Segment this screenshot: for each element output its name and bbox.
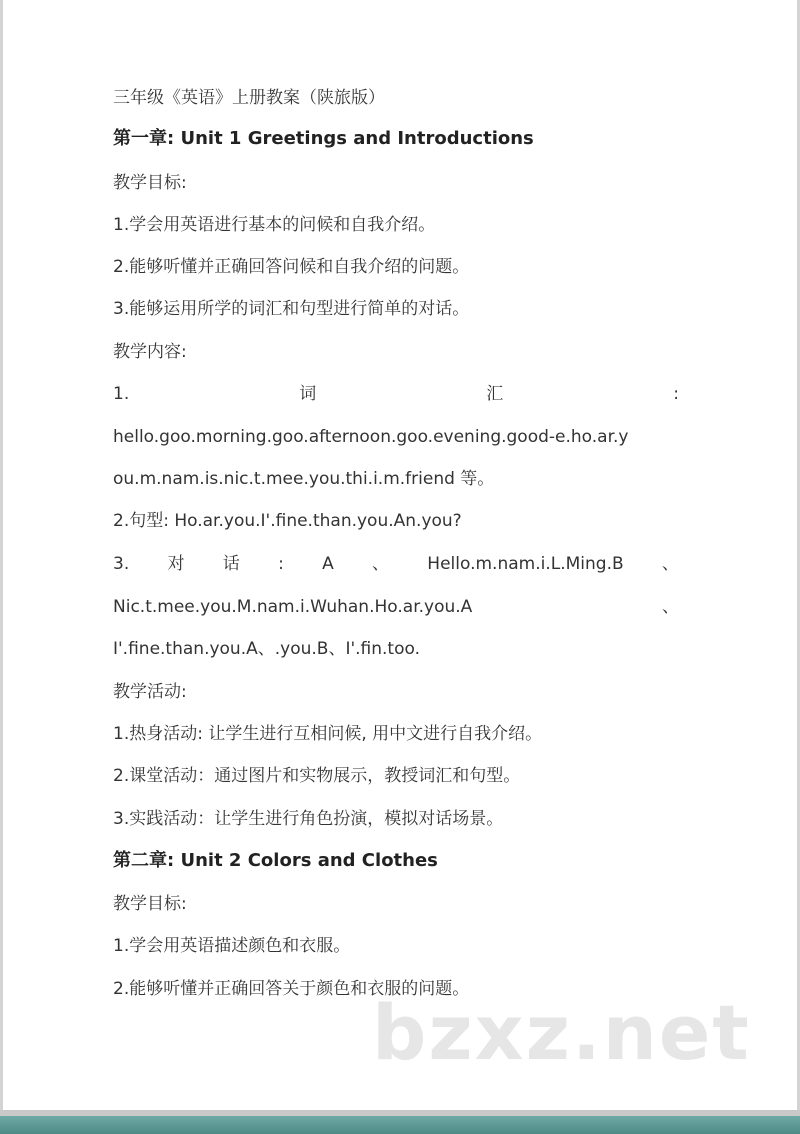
bottom-bar — [0, 1110, 800, 1134]
ch1-goal-3: 3.能够运用所学的词汇和句型进行简单的对话。 — [113, 299, 470, 319]
vocab-line-3: ou.m.nam.is.nic.t.mee.you.thi.i.m.friend 等。 — [113, 469, 495, 489]
ch1-activity-2: 2.课堂活动：通过图片和实物展示，教授词汇和句型。 — [113, 766, 521, 786]
ch2-goals-label: 教学目标: — [113, 894, 187, 914]
dialog-token: A — [322, 554, 334, 574]
chapter-1-heading: 第一章: Unit 1 Greetings and Introductions — [113, 128, 534, 149]
watermark: bzxz.net — [372, 988, 751, 1077]
ch1-activity-1: 1.热身活动: 让学生进行互相问候, 用中文进行自我介绍。 — [113, 724, 543, 744]
ch1-goal-1: 1.学会用英语进行基本的问候和自我介绍。 — [113, 215, 436, 235]
vocab-line-1 — [113, 383, 679, 405]
dialog-line-2 — [113, 596, 679, 618]
dialog-line-3: I'.fine.than.you.A、.you.B、I'.fin.too. — [113, 639, 420, 659]
vocab-token: 1. — [113, 384, 130, 404]
dialog-token: Hello.m.nam.i.L.Ming.B — [427, 554, 624, 574]
sentence-pattern: 2.句型: Ho.ar.you.I'.fine.than.you.An.you? — [113, 511, 462, 531]
ch2-goal-2: 2.能够听懂并正确回答关于颜色和衣服的问题。 — [113, 979, 470, 999]
dialog-token: 、 — [372, 554, 390, 574]
dialog-token: Nic.t.mee.you.M.nam.i.Wuhan.Ho.ar.you.A — [113, 597, 473, 617]
dialog-token: : — [278, 554, 284, 574]
doc-title: 三年级《英语》上册教案（陕旅版） — [113, 88, 385, 108]
dialog-token: 对 — [167, 554, 185, 574]
vocab-line-2: hello.goo.morning.goo.afternoon.goo.evening.good-e.ho.ar.y — [113, 427, 629, 447]
dialog-line-1 — [113, 553, 679, 575]
dialog-token: 、 — [662, 597, 679, 617]
ch1-goal-2: 2.能够听懂并正确回答问候和自我介绍的问题。 — [113, 257, 470, 277]
vocab-token: 汇 — [486, 384, 504, 404]
vocab-token: 词 — [299, 384, 317, 404]
ch1-activity-3: 3.实践活动：让学生进行角色扮演，模拟对话场景。 — [113, 809, 504, 829]
page-edge-left — [0, 0, 3, 1110]
ch1-content-label: 教学内容: — [113, 342, 187, 362]
dialog-token: 话 — [222, 554, 240, 574]
dialog-token: 3. — [113, 554, 130, 574]
ch2-goal-1: 1.学会用英语描述颜色和衣服。 — [113, 936, 351, 956]
vocab-token: : — [673, 384, 679, 404]
ch1-goals-label: 教学目标: — [113, 173, 187, 193]
dialog-token: 、 — [661, 554, 679, 574]
ch1-activities-label: 教学活动: — [113, 682, 187, 702]
chapter-2-heading: 第二章: Unit 2 Colors and Clothes — [113, 850, 438, 871]
